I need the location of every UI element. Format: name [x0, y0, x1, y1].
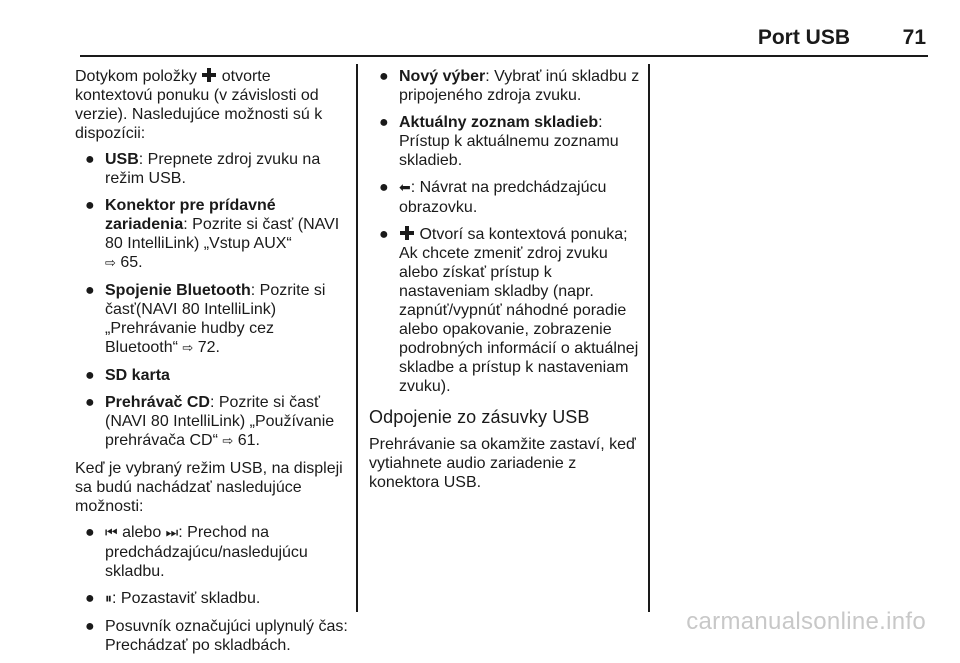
page-reference: 61.: [237, 432, 260, 449]
bullet: ●: [379, 179, 389, 196]
item-text: alebo: [122, 524, 162, 541]
list-item-sd-card: [75, 366, 350, 385]
list-item-back: [369, 178, 641, 217]
back-arrow-icon: ⬅: [399, 180, 411, 196]
bullet: ●: [85, 590, 95, 607]
item-text: : Pozastaviť skladbu.: [112, 590, 261, 607]
bullet: ●: [85, 282, 95, 299]
list-item-new-selection: [369, 67, 641, 105]
column-2: [369, 67, 641, 499]
bullet: ●: [85, 618, 95, 635]
list-item-aux: [75, 196, 350, 273]
item-label: USB: [105, 151, 139, 168]
column-divider-right: [648, 64, 650, 612]
page-number: 71: [902, 26, 926, 49]
intro-text-end: otvorte kontextovú ponuku (v závislosti od verzie). Nasledujúce možnosti sú k dispozícii:: [75, 68, 323, 142]
item-text: : Pozrite si časť (NAVI 80 IntelliLink) „Vstup AUX“: [105, 216, 340, 252]
previous-track-icon: ⏮: [105, 525, 118, 541]
item-text: : Pozrite si časť (NAVI 80 IntelliLink) „Používanie prehrávača CD“: [105, 394, 335, 449]
item-text: : Prepnete zdroj zvuku na režim USB.: [105, 151, 321, 187]
mode-paragraph: Keď je vybraný režim USB, na displeji sa budú nachádzať nasledujúce možnosti:: [75, 460, 343, 515]
bullet: ●: [379, 68, 389, 85]
column-divider-left: [356, 64, 358, 612]
intro-text-start: Dotykom položky: [75, 68, 197, 85]
page-reference: 65.: [120, 254, 143, 271]
list-item-slider: [75, 617, 350, 655]
list-item-context-menu: [369, 225, 641, 396]
page-reference: 72.: [197, 339, 220, 356]
item-label: Spojenie Bluetooth: [105, 282, 251, 299]
item-text: : Pozrite si časť(NAVI 80 IntelliLink) „Prehrávanie hudby cez Bluetooth“: [105, 282, 326, 356]
item-label: Konektor pre prídavné zariadenia: [105, 197, 276, 233]
item-text: Otvorí sa kontextová ponuka; Ak chcete zmeniť zdroj zvuku alebo získať prístup k nastaveniam skladby (napr. zapnúť/vypnúť náhodné poradie alebo opakovanie, zobrazenie podrobných informácií o aktuálnej skladbe a prístup k nastaveniam zvuku).: [399, 226, 639, 395]
intro-paragraph: [75, 67, 350, 143]
item-label: Prehrávač CD: [105, 394, 210, 411]
page-header: [80, 26, 928, 54]
list-item-cd-player: [75, 393, 350, 451]
next-track-icon: ⏭: [165, 525, 179, 541]
section-heading: Odpojenie zo zásuvky USB: [369, 407, 590, 427]
list-item-pause: [75, 589, 350, 609]
plus-icon: [400, 226, 414, 240]
item-text: : Prechod na predchádzajúcu/nasledujúcu skladbu.: [105, 524, 308, 580]
bullet: ●: [85, 367, 95, 384]
item-label: Nový výber: [399, 68, 486, 85]
bullet: ●: [85, 151, 95, 168]
plus-icon: [202, 68, 216, 82]
list-item-bluetooth: [75, 281, 350, 358]
list-item-prev-next: [75, 523, 350, 581]
item-text: Posuvník označujúci uplynulý čas: Prechádzať po skladbách.: [105, 618, 348, 654]
section-paragraph: Prehrávanie sa okamžite zastaví, keď vytiahnete audio zariadenie z konektora USB.: [369, 436, 636, 491]
item-text: : Prístup k aktuálnemu zoznamu skladieb.: [399, 114, 619, 169]
page-reference-arrow-icon: ⇨: [182, 341, 194, 356]
bullet: ●: [85, 394, 95, 411]
item-label: SD karta: [105, 367, 170, 384]
bullet: ●: [85, 197, 95, 214]
page-reference-arrow-icon: ⇨: [222, 434, 234, 449]
watermark: carmanualsonline.info: [686, 608, 926, 635]
header-title: Port USB: [757, 26, 850, 49]
bullet: ●: [379, 226, 389, 243]
page-reference-arrow-icon: ⇨: [105, 256, 116, 271]
pause-icon: ⏸: [105, 591, 112, 607]
item-text: : Návrat na predchádzajúcu obrazovku.: [399, 179, 607, 216]
column-1: [75, 67, 350, 663]
item-text: : Vybrať inú skladbu z pripojeného zdroja zvuku.: [399, 68, 640, 104]
bullet: ●: [379, 114, 389, 131]
list-item-current-playlist: [369, 113, 641, 170]
header-rule: [80, 55, 928, 57]
item-label: Aktuálny zoznam skladieb: [399, 114, 599, 131]
list-item-usb: [75, 150, 350, 188]
bullet: ●: [85, 524, 95, 541]
